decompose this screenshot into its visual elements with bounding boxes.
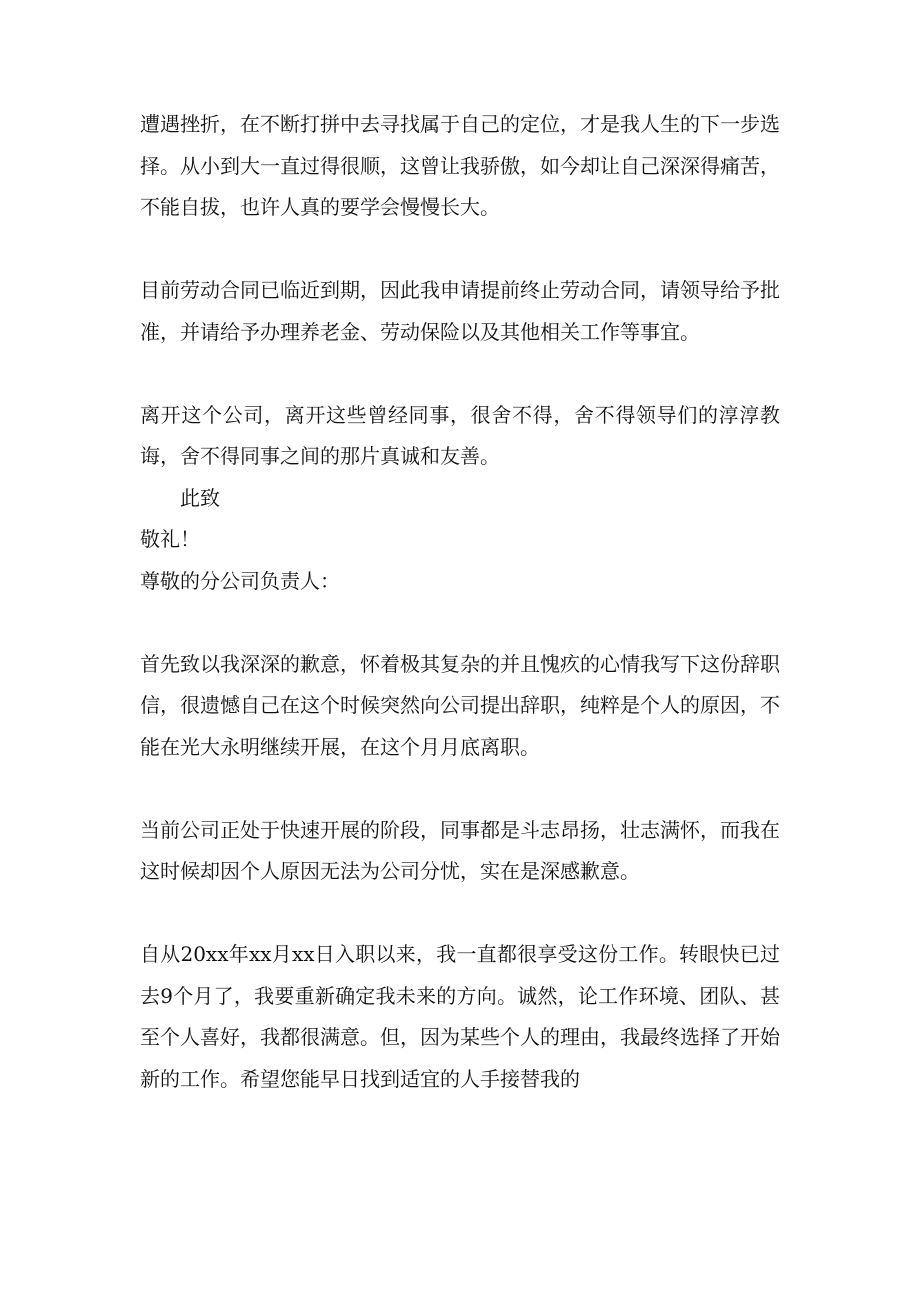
closing-line-2: 敬礼！ <box>140 527 200 551</box>
paragraph-gap <box>140 229 780 271</box>
paragraph-leaving-company: 离开这个公司，离开这些曾经同事，很舍不得，舍不得领导们的淳淳教诲，舍不得同事之间的那片真诚和友善。 <box>140 402 780 468</box>
paragraph-apology: 首先致以我深深的歉意，怀着极其复杂的并且愧疚的心情我写下这份辞职信，很遗憾自己在这个时候突然向公司提出辞职，纯粹是个人的原因，不能在光大永明继续开展，在这个月月底离职。 <box>140 651 780 759</box>
document-body <box>140 104 780 1100</box>
paragraph-company-stage: 当前公司正处于快速开展的阶段，同事都是斗志昂扬，壮志满怀，而我在这时候却因个人原因无法为公司分忧，实在是深感歉意。 <box>140 817 780 883</box>
paragraph-contract-termination: 目前劳动合同已临近到期，因此我申请提前终止劳动合同，请领导给予批准，并请给予办理养老金、劳动保险以及其他相关工作等事宜。 <box>140 278 780 344</box>
closing-line-1: 此致 <box>180 485 220 510</box>
paragraph-employment-history: 自从20xx年xx月xx日入职以来，我一直都很享受这份工作。转眼快已过去9个月了，我要重新确定我未来的方向。诚然，论工作环境、团队、甚至个人喜好，我都很满意。但，因为某些个人的理由，我最终选择了开始新的工作。希望您能早日找到适宜的人手接替我的 <box>140 942 780 1091</box>
paragraph-gap <box>140 893 780 935</box>
salutation: 尊敬的分公司负责人： <box>140 568 340 593</box>
paragraph-gap <box>140 353 780 395</box>
paragraph-gap <box>140 602 780 644</box>
paragraph-gap <box>140 768 780 810</box>
paragraph-setbacks: 遭遇挫折，在不断打拼中去寻找属于自己的定位，才是我人生的下一步选择。从小到大一直过得很顺，这曾让我骄傲，如今却让自己深深得痛苦，不能自拔，也许人真的要学会慢慢长大。 <box>140 112 780 219</box>
